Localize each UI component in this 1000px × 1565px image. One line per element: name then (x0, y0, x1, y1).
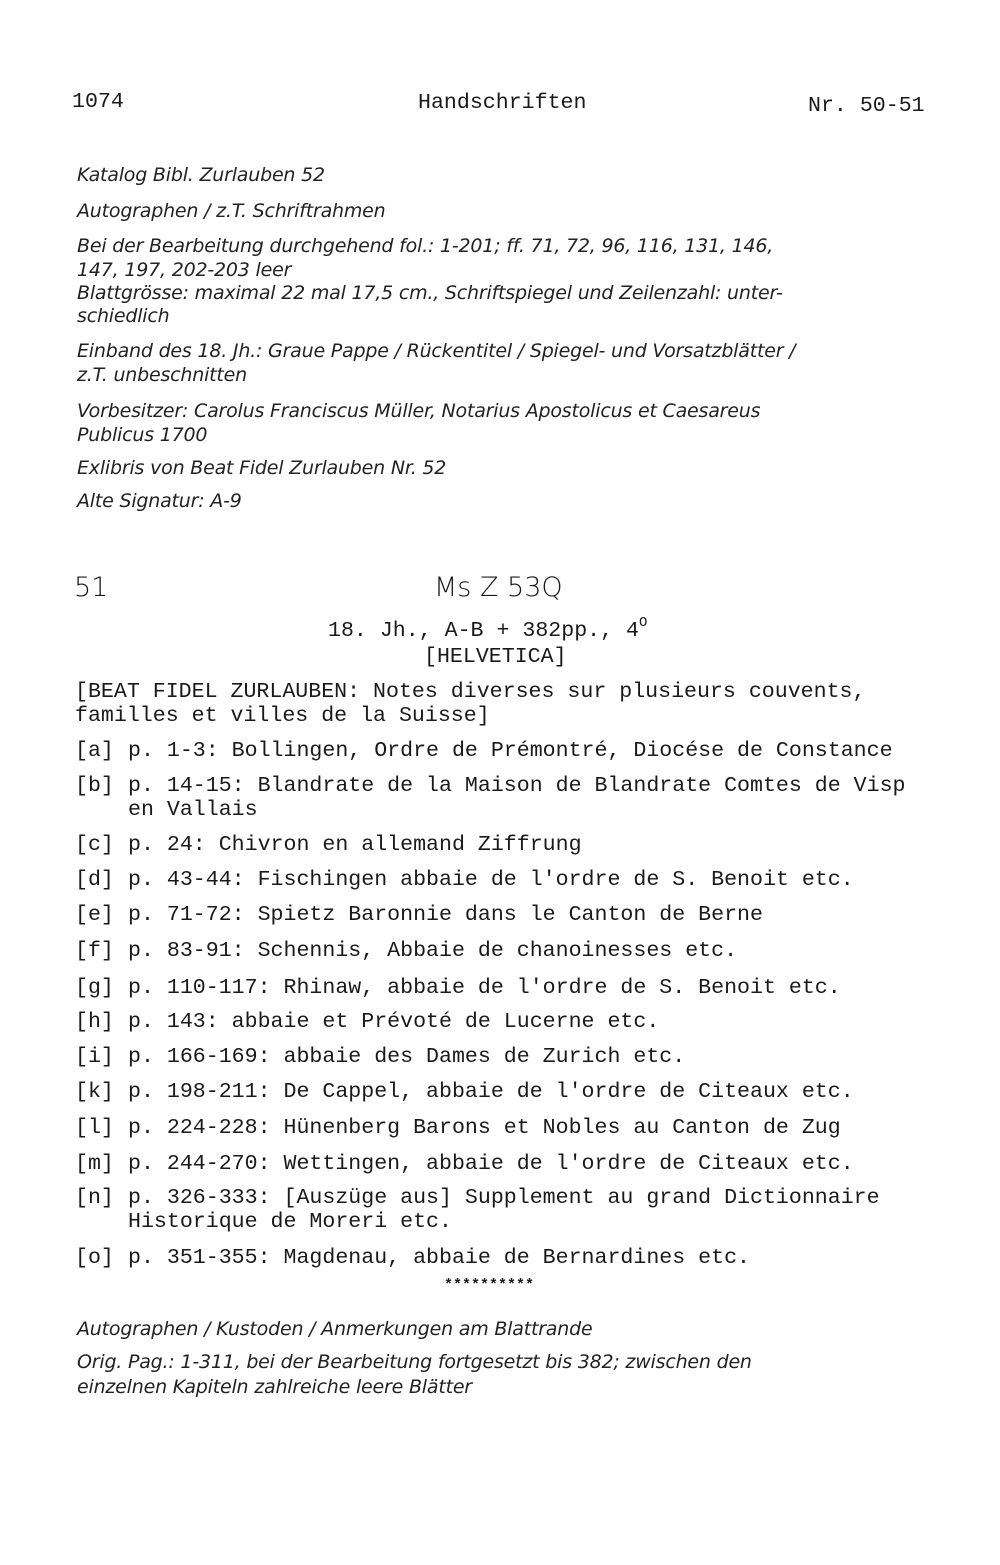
item-text: p. 166-169: abbaie des Dames de Zurich etc. (128, 1045, 686, 1069)
item-text: p. 14-15: Blandrate de la Maison de Blandrate Comtes de Visp (128, 774, 906, 798)
running-title: Handschriften (418, 91, 587, 115)
item-label: [b] (75, 774, 114, 798)
page-number: 1074 (72, 90, 124, 114)
item-text: en Vallais (128, 798, 258, 822)
item-label: [a] (75, 739, 114, 763)
item-text: p. 71-72: Spietz Baronnie dans le Canton de Berne (128, 903, 763, 927)
description-line: Blattgrösse: maximal 22 mal 17,5 cm., Schriftspiegel und Zeilenzahl: unter- (77, 282, 783, 304)
item-text: p. 198-211: De Cappel, abbaie de l'ordre de Citeaux etc. (128, 1080, 854, 1104)
description-line: Bei der Bearbeitung durchgehend fol.: 1-201; ff. 71, 72, 96, 116, 131, 146, (77, 235, 774, 257)
description-line: Vorbesitzer: Carolus Franciscus Müller, Notarius Apostolicus et Caesareus (77, 400, 761, 422)
item-text: p. 224-228: Hünenberg Barons et Nobles au Canton de Zug (128, 1116, 841, 1140)
description-line: 147, 197, 202-203 leer (77, 259, 292, 281)
item-text: p. 83-91: Schennis, Abbaie de chanoinesses etc. (128, 939, 738, 963)
item-label: [i] (75, 1045, 114, 1069)
description-line: Autographen / z.T. Schriftrahmen (77, 200, 386, 222)
item-label: [o] (75, 1246, 114, 1270)
item-text: p. 244-270: Wettingen, abbaie de l'ordre de Citeaux etc. (128, 1152, 854, 1176)
item-label: [k] (75, 1080, 114, 1104)
separator: ********** (444, 1277, 535, 1294)
item-text: Historique de Moreri etc. (128, 1210, 452, 1234)
entry-number: 51 (74, 572, 109, 603)
format-superscript: O (639, 615, 648, 631)
item-label: [m] (75, 1152, 114, 1176)
title-line: [BEAT FIDEL ZURLAUBEN: Notes diverses sur plusieurs couvents, (75, 680, 866, 704)
item-label: [g] (75, 976, 114, 1000)
description-line: Katalog Bibl. Zurlauben 52 (77, 164, 325, 186)
item-label: [c] (75, 833, 114, 857)
description-line: Exlibris von Beat Fidel Zurlauben Nr. 52 (77, 457, 447, 479)
description-line: z.T. unbeschnitten (77, 364, 248, 386)
item-label: [d] (75, 868, 114, 892)
note-line: einzelnen Kapiteln zahlreiche leere Blätter (77, 1376, 472, 1398)
entry-range: Nr. 50-51 (808, 94, 925, 118)
item-text: p. 143: abbaie et Prévoté de Lucerne etc. (128, 1010, 660, 1034)
item-text: p. 351-355: Magdenau, abbaie de Bernardines etc. (128, 1246, 751, 1270)
item-text: p. 110-117: Rhinaw, abbaie de l'ordre de S. Benoit etc. (128, 976, 841, 1000)
shelfmark: Ms Z 53Q (434, 572, 563, 603)
description-line: schiedlich (77, 305, 170, 327)
title-line: familles et villes de la Suisse] (75, 704, 490, 728)
item-label: [e] (75, 903, 114, 927)
item-label: [f] (75, 939, 114, 963)
description-line: Einband des 18. Jh.: Graue Pappe / Rückentitel / Spiegel- und Vorsatzblätter / (77, 340, 796, 362)
item-text: p. 24: Chivron en allemand Ziffrung (128, 833, 582, 857)
item-label: [h] (75, 1010, 114, 1034)
item-text: p. 1-3: Bollingen, Ordre de Prémontré, Diocése de Constance (128, 739, 893, 763)
note-line: Autographen / Kustoden / Anmerkungen am Blattrande (77, 1318, 593, 1340)
item-label: [n] (75, 1186, 114, 1210)
subject: [HELVETICA] (424, 645, 567, 669)
description-line: Publicus 1700 (77, 424, 208, 446)
dating-line (328, 611, 647, 643)
item-text: p. 326-333: [Auszüge aus] Supplement au grand Dictionnaire (128, 1186, 880, 1210)
note-line: Orig. Pag.: 1-311, bei der Bearbeitung fortgesetzt bis 382; zwischen den (77, 1351, 752, 1373)
item-label: [l] (75, 1116, 114, 1140)
dating: 18. Jh., A-B + 382pp., 4 (328, 619, 640, 643)
item-text: p. 43-44: Fischingen abbaie de l'ordre de S. Benoit etc. (128, 868, 854, 892)
description-line: Alte Signatur: A-9 (77, 490, 242, 512)
